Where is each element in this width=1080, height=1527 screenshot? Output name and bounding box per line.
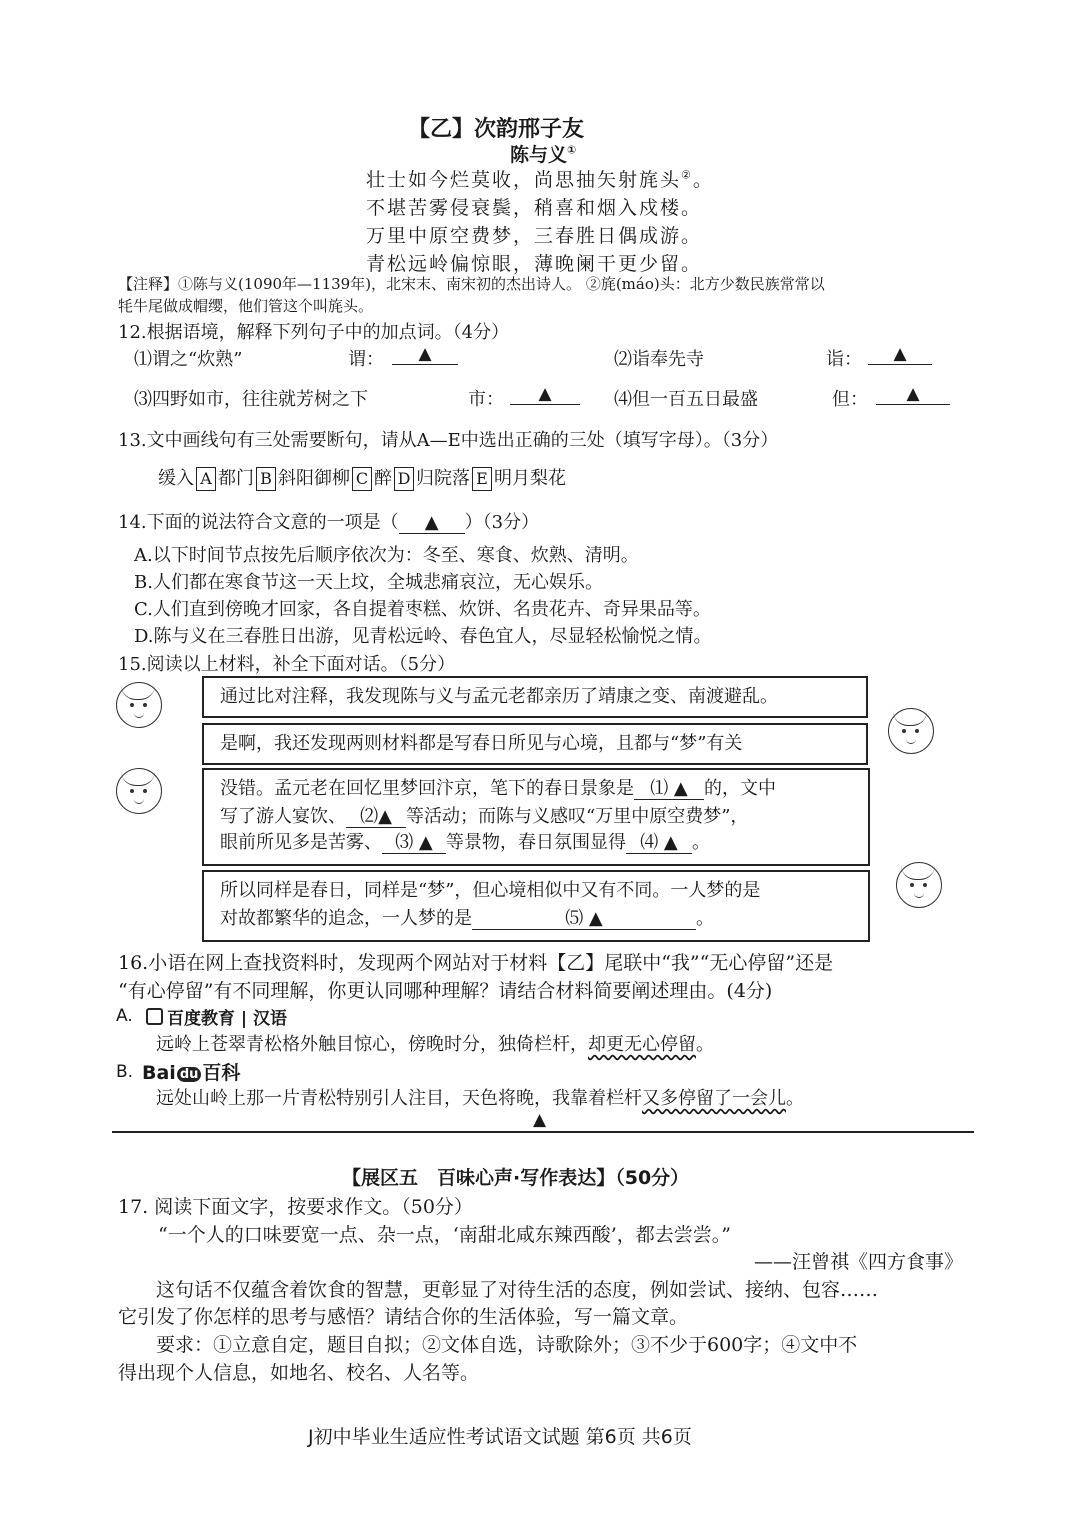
q13-sentence [158, 464, 566, 491]
dialog-bubble-3 [202, 768, 870, 866]
dialog-bubble-1 [202, 676, 868, 718]
q12-item-3: ⑶四野如市，往往就芳树之下 [134, 389, 368, 410]
dialog-bubble-2-text: 是啊，我还发现两则材料都是写春日所见与心境，且都与“梦”有关 [220, 733, 743, 754]
q13-box-d[interactable]: D [394, 467, 414, 491]
q15-blank-4[interactable]: ⑷ ▲ [626, 833, 692, 854]
baidu-education-icon [146, 1008, 163, 1025]
q16-option-b-text [156, 1084, 804, 1110]
q15-blank-1[interactable]: ⑴ ▲ [634, 779, 704, 800]
baidu-logo-bai: Bai [142, 1062, 176, 1084]
q12-item-2: ⑵诣奉先寺 [614, 349, 704, 370]
bubble-4-text-2b: 。 [696, 908, 714, 929]
notes-line-2: 牦牛尾做成帽缨，他们管这个叫旄头。 [118, 297, 374, 315]
poem-title: 【乙】次韵邢子友 [408, 117, 585, 142]
poem-line-3: 万里中原空费梦，三春胜日偶成游。 [366, 225, 703, 247]
bubble-4-line-1: 所以同样是春日，同样是“梦”，但心境相似中又有不同。一人梦的是 [220, 880, 761, 901]
q16-option-a-text [156, 1030, 714, 1056]
author-note-mark: ① [567, 143, 577, 157]
q14-option-d[interactable]: D.陈与义在三春胜日出游，见青松远岭、春色宜人，尽显轻松愉悦之情。 [134, 626, 712, 647]
q17-stem: 17. 阅读下面文字，按要求作文。（50分） [118, 1196, 473, 1218]
q12-item-2-word: 诣： [826, 349, 862, 370]
q15-stem: 15.阅读以上材料，补全下面对话。（5分） [118, 654, 456, 675]
q16-answer-mark[interactable]: ▲ [533, 1110, 547, 1130]
line1-note-mark: ② [681, 168, 693, 182]
q13-box-e[interactable]: E [472, 467, 492, 491]
bubble-3-text-1b: 的，文中 [704, 778, 776, 799]
bubble-3-line-3 [220, 830, 710, 856]
q15-blank-5[interactable]: ⑸ ▲ [472, 909, 696, 930]
q12-blank-1[interactable]: ▲ [392, 345, 458, 365]
section-divider [112, 1131, 974, 1133]
q16-option-a-label: A. [116, 1006, 133, 1026]
q13-seg-4: 醉 [374, 468, 392, 489]
bubble-3-text-3c: 。 [692, 832, 710, 853]
bubble-3-text-1a: 没错。孟元老在回忆里梦回汴京，笔下的春日景象是 [220, 778, 634, 799]
bubble-3-line-1 [220, 776, 776, 802]
q16-stem-line-1: 16.小语在网上查找资料时，发现两个网站对于材料【乙】尾联中“我”“无心停留”还是 [118, 952, 834, 974]
baidu-paw-icon: du [177, 1067, 202, 1082]
q13-seg-6: 明月梨花 [494, 468, 566, 489]
boy-avatar-icon [116, 682, 162, 728]
dialog-bubble-4 [202, 870, 870, 942]
bubble-3-line-2 [220, 804, 748, 830]
q14-stem-b: ）（3分） [464, 512, 540, 533]
bubble-4-text-2a: 对故都繁华的追念，一人梦的是 [220, 908, 472, 929]
poem-author-name: 陈与义 [510, 144, 568, 166]
q13-seg-1: 缓入 [158, 468, 194, 489]
q14-option-c[interactable]: C.人们直到傍晚才回家，各自提着枣糕、炊饼、名贵花卉、奇异果品等。 [134, 599, 711, 620]
q12-item-1: ⑴谓之“炊熟” [134, 349, 243, 370]
q14-stem [118, 508, 539, 534]
q12-item-4: ⑷但一百五日最盛 [614, 389, 758, 410]
q17-requirements-line-1: 要求：①立意自定，题目自拟；②文体自选，诗歌除外；③不少于600字；④文中不 [156, 1334, 858, 1356]
q12-blank-4[interactable]: ▲ [876, 385, 950, 405]
bubble-3-text-3b: 等景物，春日氛围显得 [446, 832, 626, 853]
q13-seg-3: 斜阳御柳 [278, 468, 350, 489]
q12-item-3-word: 市： [468, 389, 504, 410]
dialog-bubble-1-text: 通过比对注释，我发现陈与义与孟元老都亲历了靖康之变、南渡避乱。 [220, 686, 778, 707]
boy-avatar-icon [116, 768, 162, 814]
bubble-3-text-3a: 眼前所见多是苦雾、 [220, 832, 382, 853]
girl-avatar-icon [896, 862, 942, 908]
notes-line-1: 【注释】①陈与义(1090年—1139年)，北宋末、南宋初的杰出诗人。 ②旄(máo)头：北方少数民族常常以 [118, 275, 825, 293]
bubble-4-line-2 [220, 906, 714, 932]
q15-blank-3[interactable]: ⑶ ▲ [382, 833, 446, 854]
q17-paragraph-line-1: 这句话不仅蕴含着饮食的智慧，更彰显了对待生活的态度，例如尝试、接纳、包容…… [156, 1279, 879, 1301]
baidu-baike-logo [142, 1058, 240, 1085]
q17-paragraph-line-2: 它引发了你怎样的思考与感悟？请结合你的生活体验，写一篇文章。 [118, 1306, 689, 1328]
q16-option-b-underlined: 又多停留了一会儿 [642, 1088, 786, 1109]
poem-line-1-end: 。 [692, 169, 714, 191]
poem-line-4: 青松远岭偏惊眼，薄晚阑干更少留。 [366, 253, 703, 275]
q13-box-a[interactable]: A [196, 467, 216, 491]
q14-option-b[interactable]: B.人们都在寒食节这一天上坟，全城悲痛哀泣，无心娱乐。 [134, 572, 603, 593]
girl-avatar-icon [888, 708, 934, 754]
q16-option-a-text-c: 。 [696, 1034, 714, 1055]
baidu-logo-baike: 百科 [202, 1062, 241, 1084]
q13-box-c[interactable]: C [352, 467, 372, 491]
q13-box-b[interactable]: B [256, 467, 276, 491]
bubble-3-text-2a: 写了游人宴饮、 [220, 806, 346, 827]
q14-stem-a: 14.下面的说法符合文意的一项是（ [118, 512, 399, 533]
q16-option-a-text-a: 远岭上苍翠青松格外触目惊心，傍晚时分，独倚栏杆， [156, 1034, 588, 1055]
baidu-education-logo [146, 1004, 287, 1029]
poem-line-1-text: 壮士如今烂莫收，尚思抽矢射旄头 [366, 169, 682, 191]
q13-stem: 13.文中画线句有三处需要断句，请从A—E中选出正确的三处（填写字母）。（3分） [118, 430, 779, 451]
q12-item-4-word: 但： [832, 389, 868, 410]
q17-quote: “一个人的口味要宽一点、杂一点，‘南甜北咸东辣西酸’，都去尝尝。” [158, 1224, 732, 1246]
q12-stem: 12.根据语境，解释下列句子中的加点词。（4分） [118, 322, 510, 343]
section5-title: 【展区五 百味心声·写作表达】（50分） [342, 1167, 690, 1189]
q14-blank[interactable]: ▲ [399, 513, 465, 534]
q15-blank-2[interactable]: ⑵▲ [346, 807, 406, 828]
q16-option-b-label: B. [116, 1062, 134, 1082]
q12-item-1-word: 谓： [348, 349, 384, 370]
poem-line-1 [366, 165, 714, 192]
q16-option-b-text-c: 。 [786, 1088, 804, 1109]
page-footer: J初中毕业生适应性考试语文试题 第6页 共6页 [308, 1426, 692, 1448]
poem-line-2: 不堪苦雾侵衰鬓，稍喜和烟入戍楼。 [366, 197, 703, 219]
poem-author [510, 140, 576, 167]
q12-blank-2[interactable]: ▲ [868, 345, 932, 365]
q13-seg-5: 归院落 [416, 468, 470, 489]
q14-option-a[interactable]: A.以下时间节点按先后顺序依次为：冬至、寒食、炊熟、清明。 [134, 545, 639, 566]
q12-blank-3[interactable]: ▲ [510, 385, 580, 405]
q16-option-b-text-a: 远处山岭上那一片青松特别引人注目，天色将晚，我靠着栏杆 [156, 1088, 642, 1109]
q17-requirements-line-2: 得出现个人信息，如地名、校名、人名等。 [118, 1362, 480, 1384]
baidu-education-text: 百度教育 | 汉语 [167, 1009, 288, 1029]
q13-seg-2: 都门 [218, 468, 254, 489]
bubble-3-text-2b: 等活动；而陈与义感叹“万里中原空费梦”， [406, 806, 749, 827]
q16-stem-line-2: “有心停留”有不同理解，你更认同哪种理解？请结合材料简要阐述理由。(4分) [118, 980, 773, 1002]
q16-option-a-underlined: 却更无心停留 [588, 1034, 696, 1055]
dialog-bubble-2 [202, 723, 868, 765]
q17-quote-source: ——汪曾祺《四方食事》 [754, 1251, 964, 1273]
